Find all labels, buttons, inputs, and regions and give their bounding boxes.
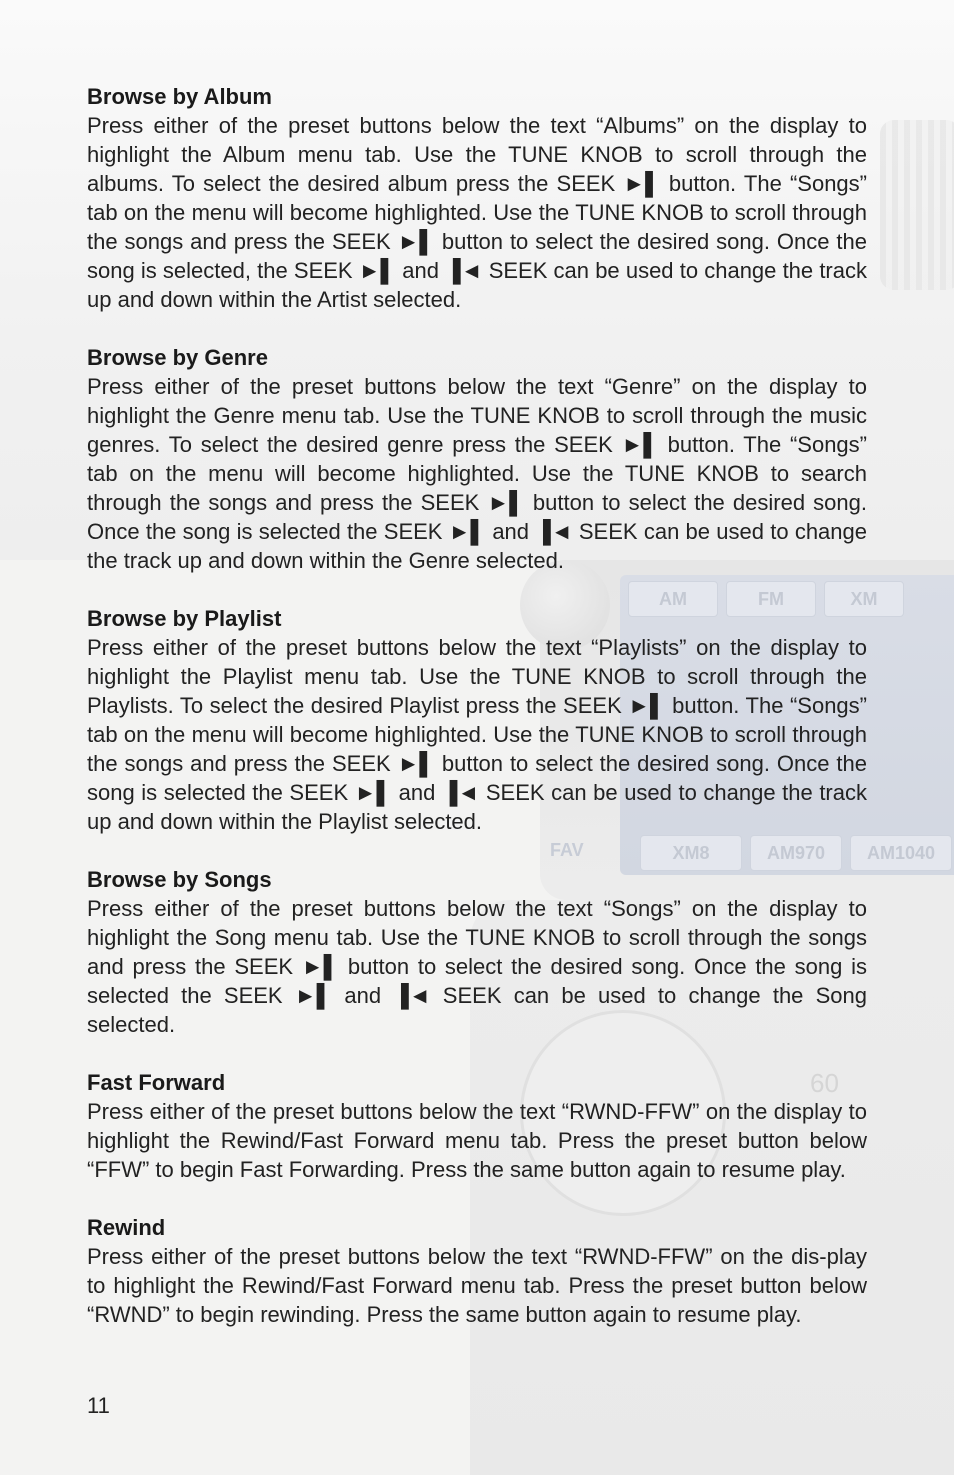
section-browse-by-album <box>87 82 867 314</box>
section-heading: Browse by Genre <box>87 345 268 370</box>
radio-tab-xm: XM <box>824 581 904 617</box>
section-body: Press either of the preset buttons below the text “Playlists” on the display to highlight the Playlist menu tab. Use the TUNE KNOB to scroll through the Playlists. To select the desired Playlist press the SEEK ►▌ button. The “Songs” tab on the menu will become highlighted. Use the TUNE KNOB to scroll through the songs and press the SEEK ►▌ button to select the desired song. Once the song is selected the SEEK ►▌ and ▐◄ SEEK can be used to change the track up and down within the Playlist selected. <box>87 635 867 834</box>
section-fast-forward <box>87 1068 867 1184</box>
section-heading: Browse by Songs <box>87 867 272 892</box>
section-body: Press either of the preset buttons below the text “RWND-FFW” on the display to highlight the Rewind/Fast Forward menu tab. Press the preset button below “FFW” to begin Fast Forwarding. Press the same button again to resume play. <box>87 1099 867 1182</box>
section-heading: Fast Forward <box>87 1070 226 1095</box>
section-heading: Browse by Playlist <box>87 606 282 631</box>
page-number: 11 <box>87 1393 110 1418</box>
section-body: Press either of the preset buttons below the text “Songs” on the display to highlight the Song menu tab. Use the TUNE KNOB to scroll through the songs and press the SEEK ►▌ button to select the desired song. Once the song is selected the SEEK ►▌ and ▐◄ SEEK can be used to change the Song selected. <box>87 896 867 1037</box>
radio-preset-am970: AM970 <box>750 835 842 871</box>
section-heading: Browse by Album <box>87 84 272 109</box>
section-rewind <box>87 1213 867 1329</box>
section-browse-by-genre <box>87 343 867 575</box>
section-body: Press either of the preset buttons below the text “RWND-FFW” on the dis-play to highlight the Rewind/Fast Forward menu tab. Press the preset button below “RWND” to begin rewinding. Press the same button again to resume play. <box>87 1244 867 1327</box>
air-vent-image <box>880 120 954 290</box>
section-body: Press either of the preset buttons below the text “Genre” on the display to highlight the Genre menu tab. Use the TUNE KNOB to scroll through the music genres. To select the desired genre press the SEEK ►▌ button. The “Songs” tab on the menu will become highlighted. Use the TUNE KNOB to search through the songs and press the SEEK ►▌ button to select the desired song. Once the song is selected the SEEK ►▌ and ▐◄ SEEK can be used to change the track up and down within the Genre selected. <box>87 374 867 573</box>
radio-preset-am1040: AM1040 <box>850 835 952 871</box>
temperature-readout: 60 <box>810 1068 839 1098</box>
section-body: Press either of the preset buttons below the text “Albums” on the display to highlight the Album menu tab. Use the TUNE KNOB to scroll through the albums. To select the desired album press the SEEK ►▌ button. The “Songs” tab on the menu will become highlighted. Use the TUNE KNOB to scroll through the songs and press the SEEK ►▌ button to select the desired song. Once the song is selected, the SEEK ►▌ and ▐◄ SEEK can be used to change the track up and down within the Artist selected. <box>87 113 867 312</box>
manual-content <box>87 82 867 1358</box>
section-heading: Rewind <box>87 1215 166 1240</box>
section-browse-by-playlist <box>87 604 867 836</box>
radio-tab-am: AM <box>628 581 718 617</box>
section-browse-by-songs <box>87 865 867 1039</box>
radio-tab-fm: FM <box>726 581 816 617</box>
radio-fav-label: FAV <box>550 840 584 860</box>
radio-preset-xm8: XM8 <box>640 835 742 871</box>
